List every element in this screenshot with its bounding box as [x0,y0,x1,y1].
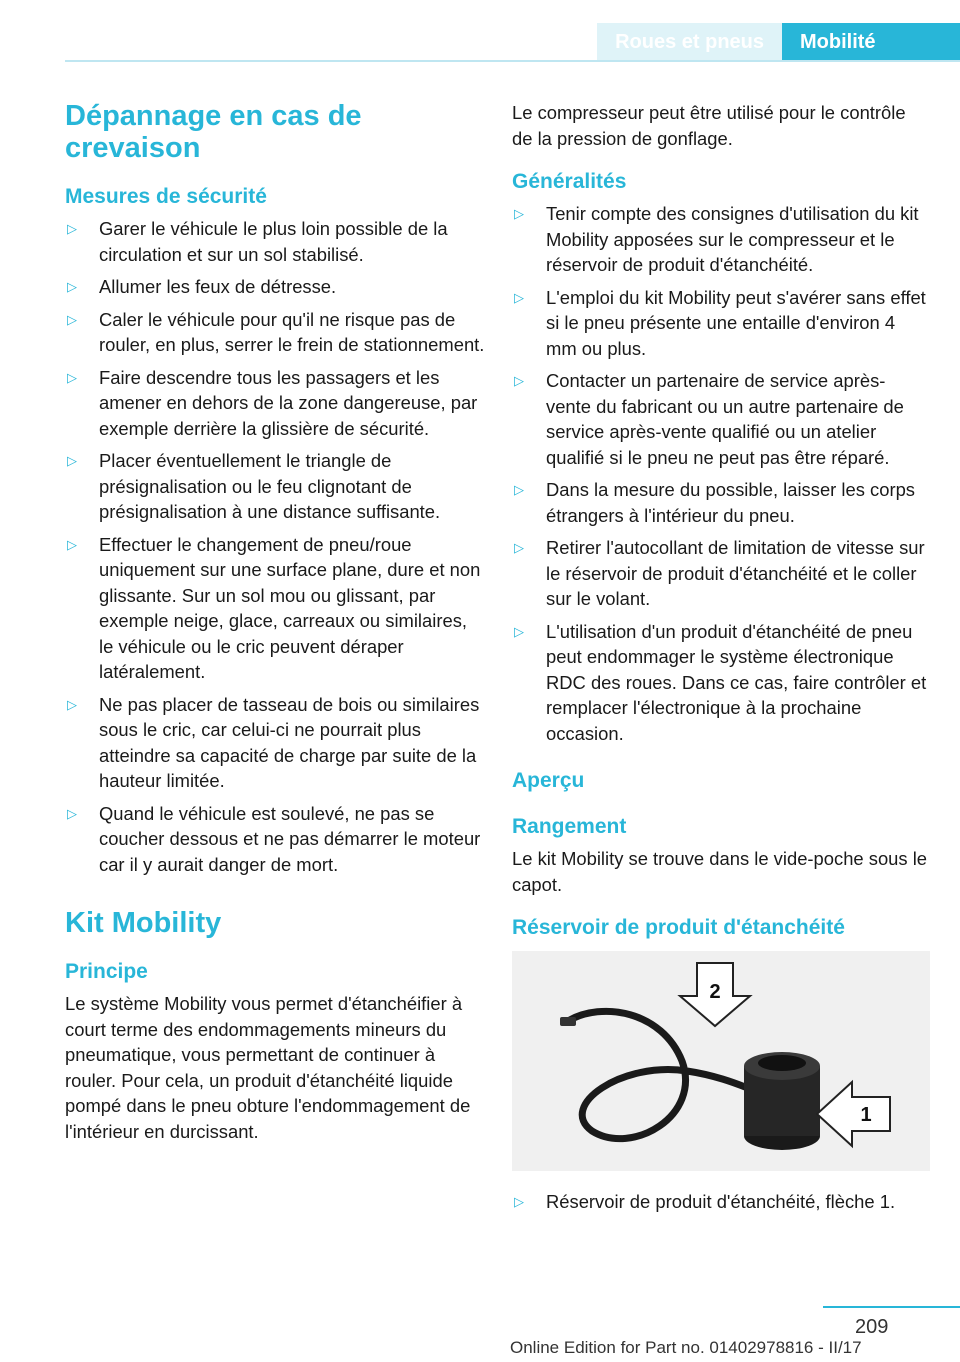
list-item: ▷ Dans la mesure du possible, laisser les corps étrangers à l'intérieur du pneu. [514,479,915,526]
safety-heading: Mesures de sécurité [65,185,267,208]
list-item: ▷ Contacter un partenaire de service après-vente du fabricant ou un autre partenaire de service après-vente qualifié ou un atelier qualifié si le pneu ne peut pas être réparé. [514,370,904,468]
list-item: ▷ Garer le véhicule le plus loin possible de la circulation et sur un sol stabilisé. [67,218,448,265]
triangle-bullet-icon: ▷ [67,536,77,552]
reservoir-list [512,1189,930,1215]
hose-shape [568,1011,757,1138]
triangle-bullet-icon: ▷ [514,1194,524,1209]
page-title: Dépannage en cas de crevaison [65,100,362,164]
hose-valve-shape [560,1017,576,1026]
figure-label-2: 2 [709,981,721,1003]
footer-rule [823,1306,960,1308]
list-item: ▷ Effectuer le changement de pneu/roue uniquement sur une surface plane, dure et non glissante. Sur un sol mou ou glissant, par exemple neige, glace, carreaux ou similaires, le véhicule ou le cric peuvent déraper latéralement. [67,533,481,682]
triangle-bullet-icon: ▷ [67,311,77,327]
footer-edition: Online Edition for Part no. 01402978816 - II/17 [510,1338,862,1357]
section-tab: Roues et pneus [597,23,782,61]
list-item: ▷ Quand le véhicule est soulevé, ne pas se coucher dessous et ne pas démarrer le moteur car il y aurait danger de mort. [67,802,481,875]
list-item: ▷ Allumer les feux de détresse. [65,274,485,300]
kit-title: Kit Mobility [65,907,222,939]
reservoir-cap-shape [758,1055,806,1071]
principle-text: Le système Mobility vous permet d'étanchéifier à court terme des endommagements mineurs du pneumatique, vous permettant de continuer à rouler. Pour cela, un produit d'étanchéité liquide pompé dans le pneu obture l'endommagement de l'intérieur en durcissant. [65,993,471,1142]
triangle-bullet-icon: ▷ [514,373,524,388]
list-item: ▷ Retirer l'autocollant de limitation de vitesse sur le réservoir de produit d'étanchéité et le coller sur le volant. [514,537,925,609]
principle-heading: Principe [65,960,148,983]
overview-heading: Aperçu [512,769,585,792]
triangle-bullet-icon: ▷ [67,453,77,468]
intro-text: Le compresseur peut être utilisé pour le contrôle de la pression de gonflage. [512,102,906,149]
triangle-bullet-icon: ▷ [67,696,77,712]
right-column [512,100,930,1237]
reservoir-illustration [512,951,930,1171]
triangle-bullet-icon: ▷ [67,805,77,821]
header-tabs [597,23,960,61]
storage-heading: Rangement [512,815,627,838]
list-item: ▷ L'utilisation d'un produit d'étanchéité de pneu peut endommager le système électronique RDC des roues. Dans ce cas, faire contrôler et remplacer l'électronique à la prochaine occasion. [514,620,927,744]
list-item: ▷ L'emploi du kit Mobility peut s'avérer sans effet si le pneu présente une entaille d'environ 4 mm ou plus. [514,286,926,359]
triangle-bullet-icon: ▷ [67,279,77,294]
arrow-left-icon [817,1082,890,1146]
triangle-bullet-icon: ▷ [514,289,524,305]
safety-list [65,216,485,877]
list-item: ▷ Placer éventuellement le triangle de présignalisation ou le feu clignotant de présignalisation à une distance suffisante. [67,450,441,522]
triangle-bullet-icon: ▷ [67,221,77,236]
storage-text: Le kit Mobility se trouve dans le vide-poche sous le capot. [512,848,928,895]
general-heading: Généralités [512,170,627,193]
triangle-bullet-icon: ▷ [514,206,524,221]
triangle-bullet-icon: ▷ [67,369,77,385]
reservoir-heading: Réservoir de produit d'étanchéité [512,916,845,939]
chapter-tab: Mobilité [782,23,960,61]
list-item: ▷ Caler le véhicule pour qu'il ne risque pas de rouler, en plus, serrer le frein de stationnement. [67,308,485,355]
triangle-bullet-icon: ▷ [514,540,524,555]
left-column [65,100,485,1144]
list-item: ▷ Réservoir de produit d'étanchéité, flèche 1. [512,1189,930,1215]
triangle-bullet-icon: ▷ [514,623,524,639]
list-item: ▷ Faire descendre tous les passagers et les amener en dehors de la zone dangereuse, par exemple derrière la glissière de sécurité. [67,366,478,439]
reservoir-figure [512,951,930,1171]
general-list [512,201,930,746]
list-item: ▷ Ne pas placer de tasseau de bois ou similaires sous le cric, car celui-ci ne pourrait plus atteindre sa capacité de charge par suite de la hauteur limitée. [67,693,480,791]
list-item: ▷ Tenir compte des consignes d'utilisation du kit Mobility apposées sur le compresseur et le réservoir de produit d'étanchéité. [514,203,919,275]
page-number: 209 [855,1316,889,1338]
header-rule [65,60,960,62]
figure-label-1: 1 [860,1104,872,1126]
triangle-bullet-icon: ▷ [514,482,524,497]
